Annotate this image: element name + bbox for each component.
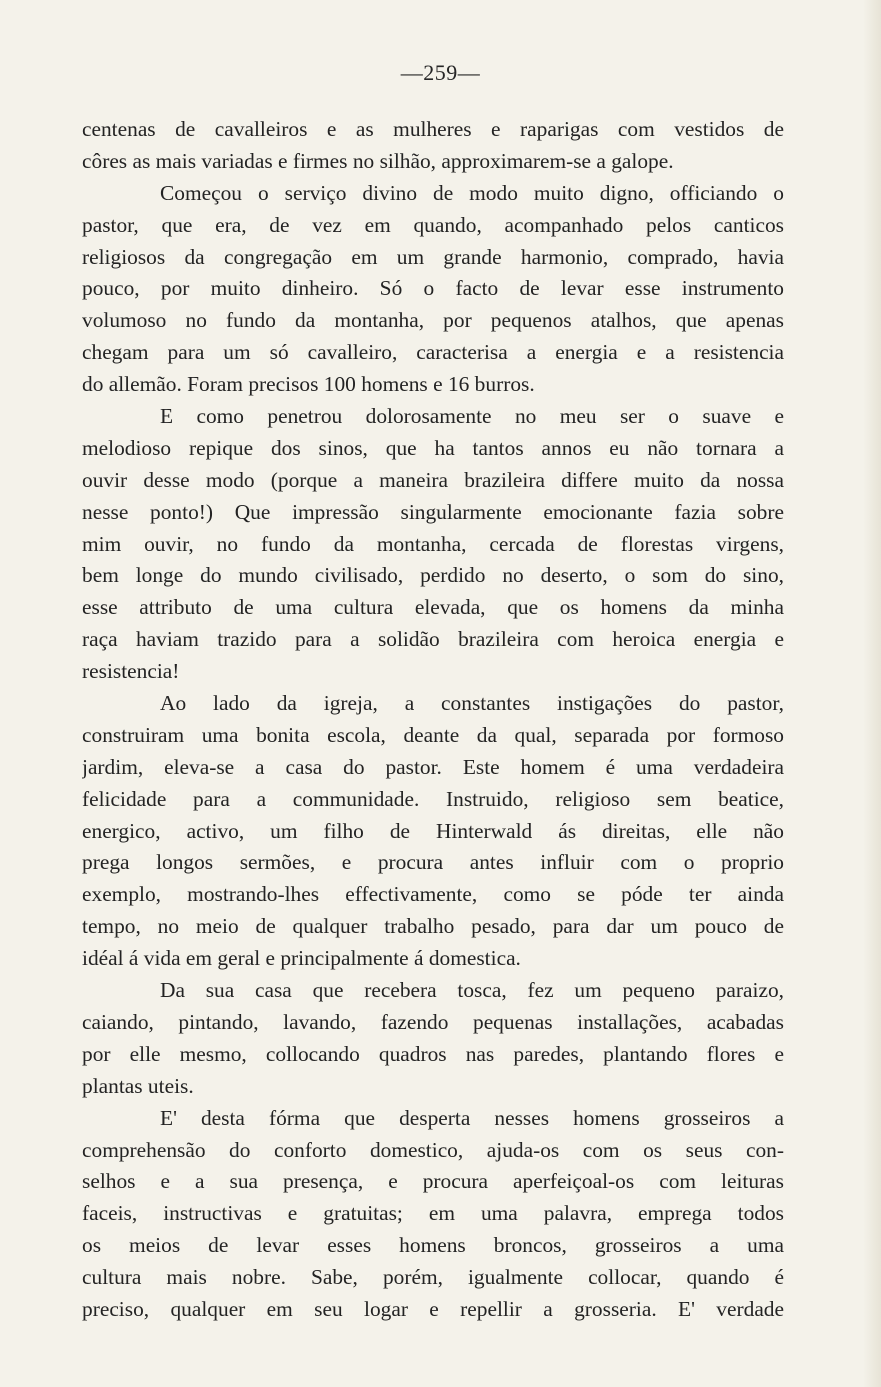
text-line: plantas uteis. — [82, 1073, 194, 1098]
text-line: Começou o serviço divino de modo muito digno, officiando o — [160, 180, 784, 205]
text-line: preciso, qualquer em seu logar e repellir a grosseria. E' verdade — [82, 1296, 784, 1321]
text-line: Ao lado da igreja, a constantes instigações do pastor, — [160, 691, 784, 716]
text-line: do allemão. Foram precisos 100 homens e 16 burros. — [82, 372, 535, 397]
text-line: raça haviam trazido para a solidão brazileira com heroica energia e — [82, 627, 784, 652]
text-line: cultura mais nobre. Sabe, porém, igualmente collocar, quando é — [82, 1265, 784, 1290]
text-line: chegam para um só cavalleiro, caracterisa a energia e a resistencia — [82, 340, 784, 365]
text-line: por elle mesmo, collocando quadros nas paredes, plantando flores e — [82, 1041, 784, 1066]
text-line: faceis, instructivas e gratuitas; em uma palavra, emprega todos — [82, 1201, 784, 1226]
text-line: esse attributo de uma cultura elevada, que os homens da minha — [82, 595, 784, 620]
text-line: os meios de levar esses homens broncos, grosseiros a uma — [82, 1233, 784, 1258]
text-line: energico, activo, um filho de Hinterwald ás direitas, elle não — [82, 818, 784, 843]
text-line: nesse ponto!) Que impressão singularmente emocionante fazia sobre — [82, 499, 784, 524]
text-line: exemplo, mostrando-lhes effectivamente, como se póde ter ainda — [82, 882, 784, 907]
text-line: côres as mais variadas e firmes no silhão, approximarem-se a galope. — [82, 148, 674, 173]
text-line: E como penetrou dolorosamente no meu ser o suave e — [160, 404, 784, 429]
text-line: centenas de cavalleiros e as mulheres e raparigas com vestidos de — [82, 117, 784, 141]
text-line: bem longe do mundo civilisado, perdido no deserto, o som do sino, — [82, 563, 784, 588]
page-edge-shadow — [863, 0, 881, 1387]
text-line: caiando, pintando, lavando, fazendo pequenas installações, acabadas — [82, 1009, 784, 1034]
text-line: mim ouvir, no fundo da montanha, cercada de florestas virgens, — [82, 531, 784, 556]
text-line: felicidade para a communidade. Instruido, religioso sem beatice, — [82, 786, 784, 811]
text-line: construiram uma bonita escola, deante da qual, separada por formoso — [82, 722, 784, 747]
text-line: religiosos da congregação em um grande harmonio, comprado, havia — [82, 244, 784, 269]
text-line: prega longos sermões, e procura antes influir com o proprio — [82, 850, 784, 875]
text-line: pouco, por muito dinheiro. Só o facto de levar esse instrumento — [82, 276, 784, 301]
text-line: tempo, no meio de qualquer trabalho pesado, para dar um pouco de — [82, 914, 784, 939]
body-text — [82, 114, 784, 1326]
text-line: volumoso no fundo da montanha, por pequenos atalhos, que apenas — [82, 308, 784, 333]
page-number: —259— — [400, 60, 481, 85]
text-line: Da sua casa que recebera tosca, fez um pequeno paraizo, — [160, 978, 784, 1003]
text-line: jardim, eleva-se a casa do pastor. Este homem é uma verdadeira — [82, 754, 784, 779]
text-line: comprehensão do conforto domestico, ajuda-os com os seus con- — [82, 1137, 784, 1162]
text-line: selhos e a sua presença, e procura aperfeiçoal-os com leituras — [82, 1169, 784, 1194]
text-line: E' desta fórma que desperta nesses homens grosseiros a — [160, 1105, 784, 1130]
text-line: idéal á vida em geral e principalmente á domestica. — [82, 946, 521, 971]
text-line: melodioso repique dos sinos, que ha tantos annos eu não tornara a — [82, 435, 784, 460]
text-line: pastor, que era, de vez em quando, acompanhado pelos canticos — [82, 212, 784, 237]
text-line: resistencia! — [82, 659, 180, 684]
text-line: ouvir desse modo (porque a maneira brazileira differe muito da nossa — [82, 467, 784, 492]
